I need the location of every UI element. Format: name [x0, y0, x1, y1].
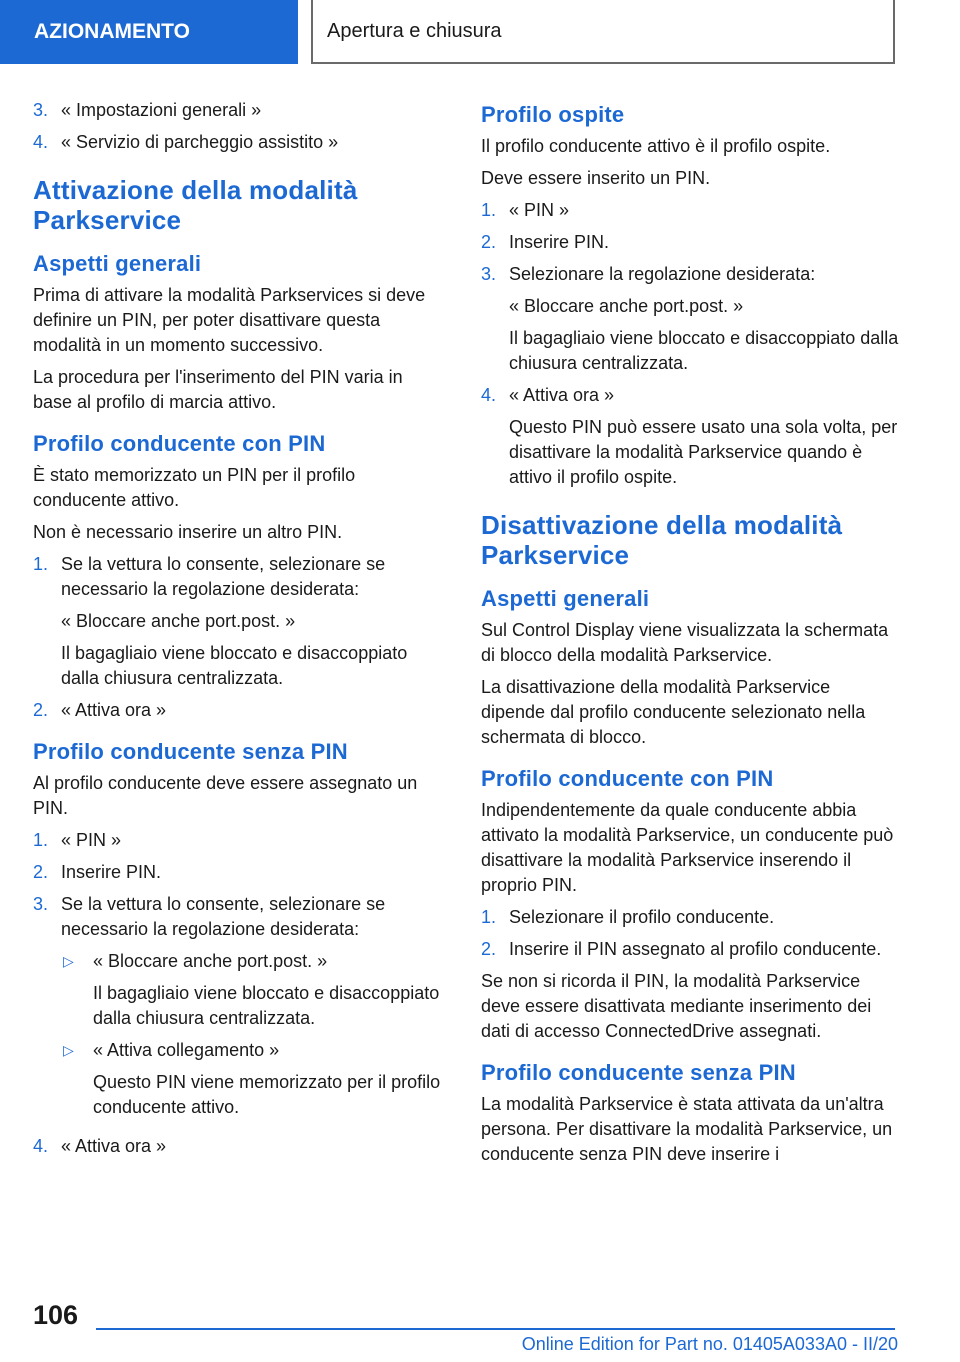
heading-without-pin: Profilo conducente senza PIN	[481, 1060, 796, 1085]
heading-with-pin: Profilo conducente con PIN	[33, 431, 326, 456]
list-item: 2. Inserire il PIN assegnato al profilo conducente.	[481, 939, 882, 959]
triangle-icon: ▷	[63, 953, 74, 969]
section-title: AZIONAMENTO	[34, 20, 190, 43]
list-item: 3. « Impostazioni generali »	[33, 100, 262, 120]
paragraph: Il profilo conducente attivo è il profilo ospite.	[481, 136, 831, 156]
paragraph: Prima di attivare la modalità Parkservices si deve definire un PIN, per poter disattivare questa modalità in un momento successivo.	[33, 285, 426, 355]
sub-list-item: ▷ « Bloccare anche port.post. » Il bagagliaio viene bloccato e disaccoppiato dalla chiusura centralizzata.	[61, 949, 443, 1031]
sub-list-item: ▷ « Attiva collegamento » Questo PIN viene memorizzato per il profilo conducente attivo.	[61, 1038, 443, 1120]
section-tab	[0, 0, 298, 64]
paragraph: Se non si ricorda il PIN, la modalità Parkservice deve essere disattivata mediante inserimento dei dati di accesso ConnectedDrive assegnati.	[481, 971, 872, 1041]
paragraph: La disattivazione della modalità Parkservice dipende dal profilo conducente selezionato nella schermata di blocco.	[481, 677, 866, 747]
list-item: 4. « Attiva ora »	[33, 1136, 167, 1156]
footer-divider	[96, 1328, 895, 1330]
heading-without-pin: Profilo conducente senza PIN	[33, 739, 348, 764]
paragraph: La procedura per l'inserimento del PIN varia in base al profilo di marcia attivo.	[33, 367, 403, 412]
chapter-header	[311, 0, 895, 64]
list-item: 1. « PIN »	[481, 200, 570, 220]
list-item: 2. Inserire PIN.	[481, 232, 610, 252]
list-item: 2. « Attiva ora »	[33, 700, 167, 720]
page-number: 106	[33, 1300, 79, 1330]
chapter-title: Apertura e chiusura	[327, 19, 502, 42]
paragraph: Al profilo conducente deve essere assegnato un PIN.	[33, 773, 418, 818]
paragraph: Sul Control Display viene visualizzata la schermata di blocco della modalità Parkservice.	[481, 620, 889, 665]
list-item: 1. Selezionare il profilo conducente.	[481, 907, 775, 927]
right-column	[481, 98, 899, 1174]
paragraph: Indipendentemente da quale conducente abbia attivato la modalità Parkservice, un conducente può disattivare la modalità Parkservice inserendo il proprio PIN.	[481, 800, 894, 895]
heading-with-pin: Profilo conducente con PIN	[481, 766, 774, 791]
heading-general: Aspetti generali	[33, 251, 202, 276]
list-item: 3. Selezionare la regolazione desiderata: « Bloccare anche port.post. » Il bagagliaio viene bloccato e disaccoppiato dalla chiusura centralizzata.	[481, 264, 899, 373]
heading-guest: Profilo ospite	[481, 102, 625, 127]
heading-activation: Attivazione della modalità Parkservice	[33, 175, 358, 235]
list-item: 2. Inserire PIN.	[33, 862, 162, 882]
list-item: 1. Se la vettura lo consente, selezionare se necessario la regolazione desiderata: « Bloccare anche port.post. » Il bagagliaio viene bloccato e disaccoppiato dalla chiusura centralizzata.	[33, 554, 408, 688]
list-item: 4. « Attiva ora » Questo PIN può essere usato una sola volta, per disattivare la modalità Parkservice quando è attivo il profilo ospite.	[481, 385, 898, 487]
paragraph: La modalità Parkservice è stata attivata da un'altra persona. Per disattivare la modalità Parkservice, un conducente senza PIN deve inserire i	[481, 1094, 893, 1164]
list-item: 4. « Servizio di parcheggio assistito »	[33, 132, 339, 152]
paragraph: Deve essere inserito un PIN.	[481, 168, 711, 188]
left-column	[33, 98, 443, 1166]
edition-label: Online Edition for Part no. 01405A033A0 - II/20	[521, 1334, 898, 1354]
paragraph: È stato memorizzato un PIN per il profilo conducente attivo.	[33, 465, 356, 510]
list-item: 3. Se la vettura lo consente, selezionare se necessario la regolazione desiderata: ▷ « Bloccare anche port.post. » Il bagagliaio viene bloccato e disaccoppiato dalla chiusura centralizzata. ▷ « Attiva collegamento » Questo PIN viene memorizzato per il profilo conducente attivo.	[33, 892, 443, 1127]
list-item: 1. « PIN »	[33, 830, 122, 850]
paragraph: Non è necessario inserire un altro PIN.	[33, 522, 343, 542]
triangle-icon: ▷	[63, 1042, 74, 1058]
heading-deactivation: Disattivazione della modalità Parkservice	[481, 510, 843, 570]
heading-general: Aspetti generali	[481, 586, 650, 611]
